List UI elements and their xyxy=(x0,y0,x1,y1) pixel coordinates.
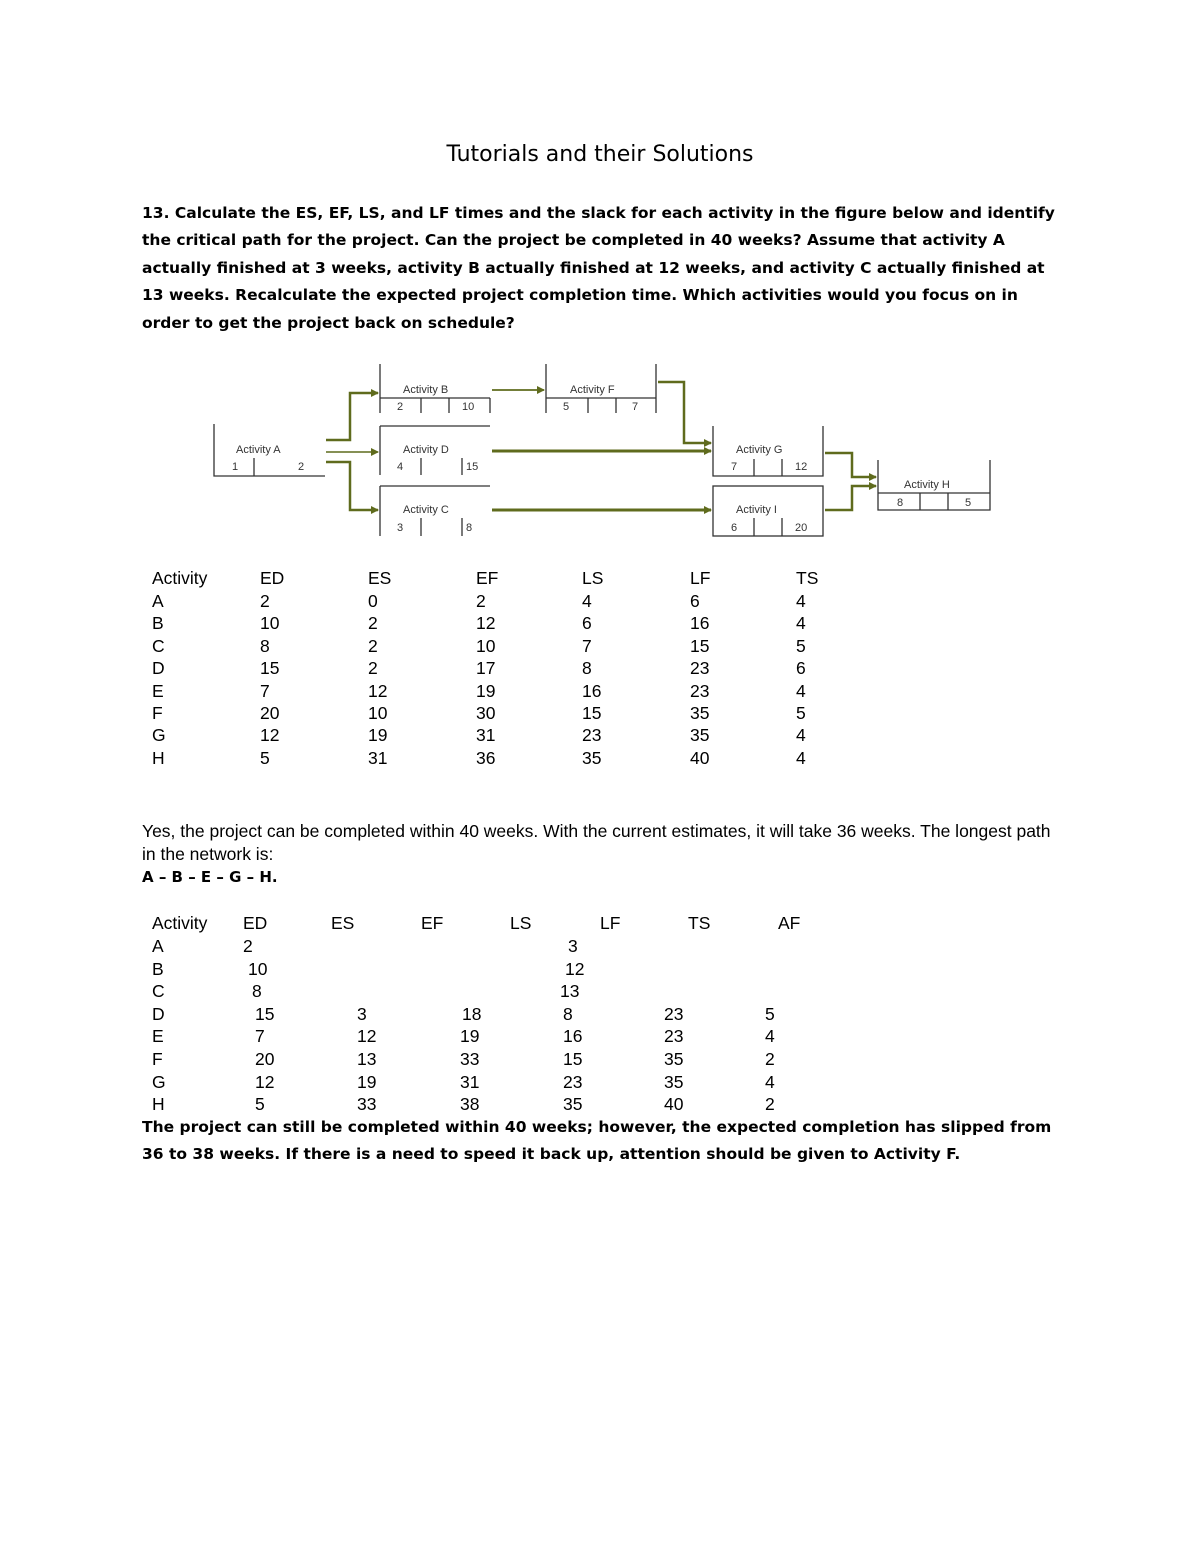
node-label: Activity D xyxy=(403,444,449,456)
table-cell: 3 xyxy=(357,1003,367,1024)
table-cell: 23 xyxy=(664,1003,684,1024)
table-cell: 33 xyxy=(357,1094,377,1115)
table-cell: 35 xyxy=(664,1049,684,1069)
node-activity-f xyxy=(546,364,656,413)
table-cell: 19 xyxy=(357,1071,377,1092)
table-cell: 12 xyxy=(260,725,280,746)
node-label: Activity H xyxy=(904,479,950,491)
node-label: Activity F xyxy=(570,384,615,396)
node-activity-a xyxy=(214,424,325,476)
node-label: Activity A xyxy=(236,444,281,456)
table-cell: 31 xyxy=(368,747,388,768)
table-header: ED xyxy=(243,913,268,933)
table-cell: 10 xyxy=(476,635,496,656)
node-right-value: 2 xyxy=(298,461,305,473)
table-cell: 3 xyxy=(568,936,578,956)
table-cell: 35 xyxy=(690,703,710,723)
table-cell: 4 xyxy=(582,591,592,611)
table-header: TS xyxy=(688,913,711,933)
node-label: Activity C xyxy=(403,504,449,516)
table-cell: 8 xyxy=(582,658,592,679)
table-cell: E xyxy=(152,1026,164,1047)
node-left-value: 4 xyxy=(397,461,404,473)
table-cell: 2 xyxy=(765,1049,775,1069)
table-cell: 6 xyxy=(690,591,700,611)
node-activity-h xyxy=(878,460,990,510)
table-cell: G xyxy=(152,725,166,746)
table-cell: 35 xyxy=(664,1071,684,1092)
table-cell: 15 xyxy=(690,635,710,656)
table-cell: 15 xyxy=(255,1003,275,1024)
page-title: Tutorials and their Solutions xyxy=(446,142,754,167)
table-cell: 35 xyxy=(563,1094,583,1115)
table-cell: E xyxy=(152,680,164,701)
table-header: ES xyxy=(368,568,392,588)
table-cell: B xyxy=(152,958,164,979)
table-cell: F xyxy=(152,703,163,723)
table-cell: 7 xyxy=(260,680,270,701)
table-cell: 2 xyxy=(368,613,378,634)
table-cell: 33 xyxy=(460,1049,480,1069)
table-cell: 4 xyxy=(796,591,806,611)
node-label: Activity I xyxy=(736,504,777,516)
question-text: 13. Calculate the ES, EF, LS, and LF times and the slack for each activity in the figure below and identify the critical path for the project. Can the project be completed in 40 weeks? Assume that activity A actually finished at 3 weeks, activity B actually finished at 12 weeks, and activity C actually finished at 13 weeks. Recalculate the expected project completion time. Which activities would you focus on in order to get the project back on schedule? xyxy=(142,204,1055,332)
edge-a-b xyxy=(326,393,378,440)
table-cell: 5 xyxy=(765,1003,775,1024)
node-left-value: 8 xyxy=(897,497,904,509)
node-activity-b xyxy=(380,364,490,413)
table-cell: 35 xyxy=(582,747,602,768)
table-cell: 20 xyxy=(255,1049,275,1069)
node-right-value: 15 xyxy=(466,461,479,473)
node-left-value: 7 xyxy=(731,461,738,473)
table-cell: 2 xyxy=(243,936,253,956)
table-cell: 7 xyxy=(582,635,592,656)
table-cell: 10 xyxy=(260,613,280,634)
table-cell: 31 xyxy=(476,725,496,746)
node-right-value: 10 xyxy=(462,401,475,413)
table-cell: C xyxy=(152,981,165,1002)
table-cell: 12 xyxy=(565,958,585,979)
table-cell: 4 xyxy=(796,680,806,701)
table-cell: 12 xyxy=(368,680,388,701)
table-cell: 10 xyxy=(248,958,268,979)
table-header: EF xyxy=(421,913,444,933)
table-header: LS xyxy=(510,913,532,933)
table-cell: 5 xyxy=(255,1094,265,1115)
table-cell: 4 xyxy=(796,747,806,768)
conclusion-text: The project can still be completed within 40 weeks; however, the expected completion has slipped from 36 to 38 weeks. If there is a need to speed it back up, attention should be given to Activity F. xyxy=(142,1118,1052,1163)
node-right-value: 5 xyxy=(965,497,972,509)
table-cell: 4 xyxy=(765,1071,775,1092)
table-cell: 2 xyxy=(260,591,270,611)
table-cell: 10 xyxy=(368,703,388,723)
table-cell: 16 xyxy=(690,613,710,634)
table-cell: 36 xyxy=(476,747,496,768)
table-cell: 7 xyxy=(255,1026,265,1047)
table-cell: A xyxy=(152,591,164,611)
table-cell: 23 xyxy=(664,1026,684,1047)
table-cell: G xyxy=(152,1071,166,1092)
table-cell: D xyxy=(152,658,165,679)
table-cell: 15 xyxy=(563,1049,583,1069)
node-right-value: 7 xyxy=(632,401,639,413)
table-cell: 2 xyxy=(476,591,486,611)
table-header: AF xyxy=(778,913,801,933)
table-cell: D xyxy=(152,1003,165,1024)
edge-a-c xyxy=(326,462,378,510)
table-header: TS xyxy=(796,568,819,588)
table-cell: H xyxy=(152,747,165,768)
table-cell: 8 xyxy=(563,1003,573,1024)
table-cell: 8 xyxy=(252,981,262,1002)
table-header: ES xyxy=(331,913,355,933)
table-cell: 4 xyxy=(765,1026,775,1047)
edge-i-h xyxy=(825,486,876,510)
table-cell: 2 xyxy=(368,658,378,679)
node-left-value: 3 xyxy=(397,522,404,534)
node-left-value: 6 xyxy=(731,522,738,534)
table-header: Activity xyxy=(152,568,208,588)
node-left-value: 1 xyxy=(232,461,239,473)
node-left-value: 5 xyxy=(563,401,570,413)
table-cell: 12 xyxy=(476,613,496,634)
node-activity-d xyxy=(380,426,490,475)
answer-paragraph: Yes, the project can be completed within 40 weeks. With the current estimates, it will take 36 weeks. The longest path in the network is: xyxy=(142,821,1051,864)
node-activity-g xyxy=(713,426,823,476)
table-cell: 16 xyxy=(563,1026,583,1047)
table-header: ED xyxy=(260,568,285,588)
activity-network-diagram xyxy=(0,0,1200,560)
edge-f-g xyxy=(658,382,711,443)
table-cell: 18 xyxy=(462,1003,482,1024)
table-cell: A xyxy=(152,936,164,956)
table-cell: 12 xyxy=(357,1026,377,1047)
table-cell: C xyxy=(152,635,165,656)
table-cell: B xyxy=(152,613,164,634)
node-right-value: 20 xyxy=(795,522,808,534)
node-right-value: 12 xyxy=(795,461,808,473)
critical-path: A – B – E – G – H. xyxy=(142,868,278,886)
table-header: EF xyxy=(476,568,499,588)
table-header: LF xyxy=(690,568,711,588)
table-cell: 19 xyxy=(368,725,388,746)
table-cell: 8 xyxy=(260,635,270,656)
table-cell: 15 xyxy=(582,703,602,723)
table-cell: 2 xyxy=(765,1094,775,1115)
node-right-value: 8 xyxy=(466,522,473,534)
table-cell: 31 xyxy=(460,1071,480,1092)
table-cell: 35 xyxy=(690,725,710,746)
table-cell: 23 xyxy=(582,725,602,746)
node-left-value: 2 xyxy=(397,401,404,413)
table-cell: 4 xyxy=(796,613,806,634)
table-cell: 4 xyxy=(796,725,806,746)
node-activity-i xyxy=(713,486,823,536)
table-cell: 23 xyxy=(563,1071,583,1092)
edge-g-h xyxy=(825,453,876,477)
table-cell: 2 xyxy=(368,635,378,656)
table-cell: 23 xyxy=(690,658,710,679)
table-cell: 30 xyxy=(476,703,496,723)
table-cell: H xyxy=(152,1094,165,1115)
table-cell: 19 xyxy=(476,680,496,701)
table-cell: 12 xyxy=(255,1071,275,1092)
table-cell: F xyxy=(152,1049,163,1069)
table-cell: 5 xyxy=(796,703,806,723)
table-cell: 40 xyxy=(664,1094,684,1115)
table-cell: 38 xyxy=(460,1094,480,1115)
table-cell: 16 xyxy=(582,680,602,701)
table-cell: 6 xyxy=(582,613,592,634)
table-cell: 0 xyxy=(368,591,378,611)
table-cell: 5 xyxy=(796,635,806,656)
table-cell: 13 xyxy=(357,1049,377,1069)
table-cell: 40 xyxy=(690,747,710,768)
table-cell: 6 xyxy=(796,658,806,679)
table-header: Activity xyxy=(152,913,208,933)
table-cell: 15 xyxy=(260,658,280,679)
table-cell: 13 xyxy=(560,981,580,1002)
table-cell: 17 xyxy=(476,658,496,679)
table-cell: 20 xyxy=(260,703,280,723)
table-cell: 19 xyxy=(460,1026,480,1047)
table-cell: 23 xyxy=(690,680,710,701)
table-cell: 5 xyxy=(260,747,270,768)
node-label: Activity B xyxy=(403,384,449,396)
node-activity-c xyxy=(380,486,490,536)
table-header: LF xyxy=(600,913,621,933)
table-header: LS xyxy=(582,568,604,588)
node-label: Activity G xyxy=(736,444,783,456)
